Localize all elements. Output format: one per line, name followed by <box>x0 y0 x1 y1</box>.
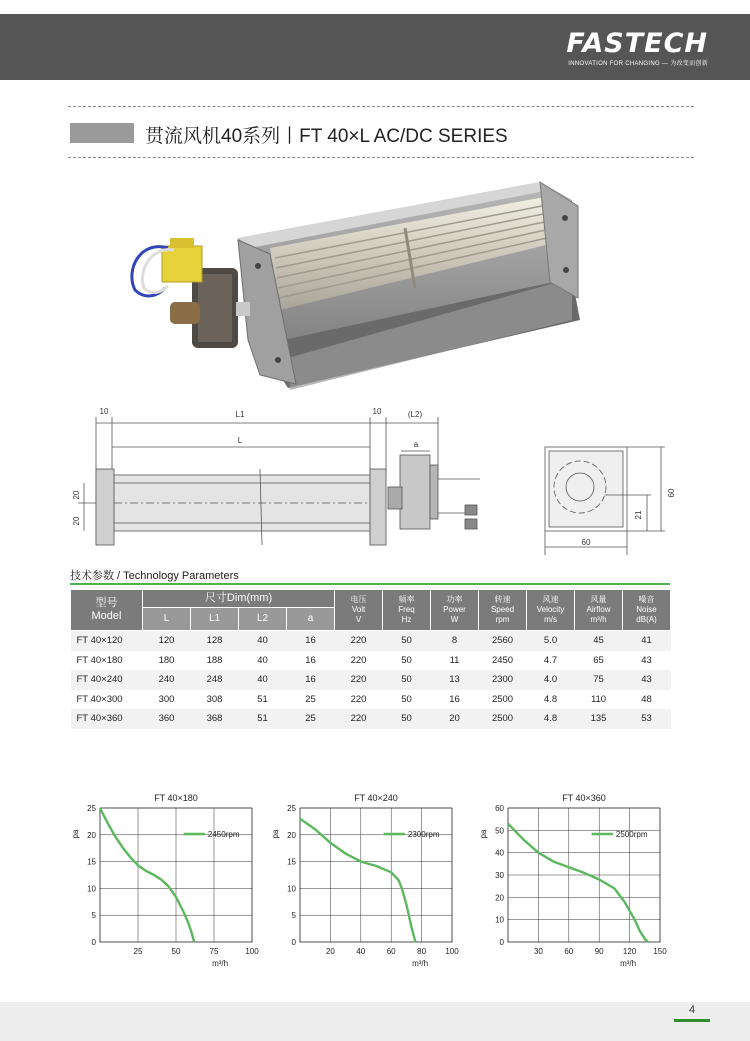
table-row <box>71 651 671 671</box>
x-axis-label: m³/h <box>412 959 429 968</box>
th-speed: 转速 Speed rpm <box>479 590 527 631</box>
table-cell-model: FT 40×240 <box>71 670 143 690</box>
table-cell: 50 <box>401 654 412 666</box>
table-cell: 4.0 <box>527 670 575 690</box>
table-cell: 4.8 <box>543 693 558 705</box>
y-tick-label: 0 <box>291 938 296 947</box>
x-tick-label: 20 <box>325 947 335 956</box>
table-cell: 188 <box>206 654 223 666</box>
table-cell: 25 <box>305 693 316 705</box>
table-cell: 220 <box>335 670 383 690</box>
series-line <box>508 824 648 942</box>
x-tick-label: 60 <box>386 947 396 956</box>
dim-L2: (L2) <box>407 410 423 419</box>
table-cell: 220 <box>350 693 367 705</box>
series-line <box>300 819 416 942</box>
table-cell: 220 <box>335 631 383 651</box>
chart-title: FT 40×360 <box>562 793 606 803</box>
y-tick-label: 10 <box>87 884 96 894</box>
table-cell: 2450 <box>491 654 514 666</box>
table-cell: 180 <box>158 654 175 666</box>
chart-ft40x180 <box>70 790 265 975</box>
y-tick-label: 60 <box>495 804 504 813</box>
table-cell: 240 <box>143 670 191 690</box>
dim-L1: L1 <box>235 410 245 419</box>
page-number-underline <box>674 1019 710 1022</box>
y-tick-label: 15 <box>87 857 96 867</box>
x-tick-label: 90 <box>594 947 604 956</box>
dim-side-60w: 60 <box>581 538 591 547</box>
table-cell: 16 <box>287 631 335 651</box>
x-tick-label: 50 <box>171 947 181 956</box>
table-cell: 2560 <box>479 631 527 651</box>
x-axis-label: m³/h <box>212 959 229 968</box>
table-cell: 25 <box>287 709 335 729</box>
x-tick-label: 120 <box>622 947 637 956</box>
table-cell: 2500 <box>479 709 527 729</box>
table-cell: 128 <box>191 631 239 651</box>
table-cell: 220 <box>350 654 367 666</box>
y-axis-label: pa <box>479 829 488 839</box>
y-tick-label: 15 <box>287 857 296 867</box>
table-cell: 135 <box>575 709 623 729</box>
dim-left-10: 10 <box>99 407 109 416</box>
table-cell: 308 <box>206 693 223 705</box>
table-cell: 48 <box>641 693 652 705</box>
table-cell: 43 <box>623 670 671 690</box>
y-tick-label: 20 <box>87 830 96 840</box>
y-tick-label: 5 <box>291 911 296 921</box>
x-tick-label: 60 <box>564 947 574 956</box>
table-cell-model: FT 40×120 <box>71 631 143 651</box>
th-L: L <box>143 608 191 631</box>
x-tick-label: 100 <box>445 947 459 956</box>
table-cell: 53 <box>623 709 671 729</box>
table-cell: 65 <box>593 654 604 666</box>
technical-drawing-front <box>70 405 510 555</box>
dim-h20-bottom: 20 <box>72 516 81 526</box>
table-cell: 20 <box>431 709 479 729</box>
table-cell: 300 <box>158 693 175 705</box>
chart-ft40x240 <box>270 790 465 975</box>
footer-bar <box>0 1002 750 1041</box>
table-cell: 4.8 <box>527 709 575 729</box>
y-tick-label: 30 <box>495 871 504 880</box>
params-label: 技术参数 / Technology Parameters <box>70 570 239 582</box>
table-cell: 43 <box>641 654 652 666</box>
table-cell-model: FT 40×180 <box>76 654 123 666</box>
y-tick-label: 20 <box>287 830 296 840</box>
table-cell: 50 <box>383 670 431 690</box>
table-cell-model: FT 40×300 <box>76 693 123 705</box>
table-cell: 41 <box>623 631 671 651</box>
table-cell: 16 <box>305 654 316 666</box>
th-a: a <box>287 608 335 631</box>
th-velocity: 风速 Velocity m/s <box>527 590 575 631</box>
table-row <box>71 690 671 710</box>
dim-side-60h: 60 <box>667 488 676 498</box>
x-axis-label: m³/h <box>620 959 637 968</box>
th-dim: 尺寸Dim(mm) <box>143 590 335 608</box>
y-tick-label: 50 <box>495 826 504 836</box>
plot-frame <box>300 808 452 942</box>
table-cell: 45 <box>575 631 623 651</box>
page-number: 4 <box>688 1004 696 1016</box>
th-L1: L1 <box>191 608 239 631</box>
x-tick-label: 40 <box>356 947 366 956</box>
table-cell: 360 <box>143 709 191 729</box>
table-cell: 110 <box>590 693 607 705</box>
y-axis-label: pa <box>71 829 80 839</box>
table-cell: 50 <box>383 709 431 729</box>
th-noise: 噪音 Noise dB(A) <box>623 590 671 631</box>
y-tick-label: 5 <box>91 911 96 921</box>
chart-title: FT 40×240 <box>354 793 398 803</box>
table-cell: 4.7 <box>543 654 558 666</box>
table-cell: 40 <box>239 631 287 651</box>
chart-title: FT 40×180 <box>154 793 198 803</box>
th-volt: 电压 Volt V <box>335 590 383 631</box>
y-tick-label: 0 <box>91 938 96 947</box>
table-cell: 16 <box>287 670 335 690</box>
table-cell: 120 <box>143 631 191 651</box>
th-power: 功率 Power W <box>431 590 479 631</box>
legend-label: 2500rpm <box>615 830 648 839</box>
y-tick-label: 10 <box>287 884 296 894</box>
table-row <box>71 670 671 690</box>
table-cell: 75 <box>575 670 623 690</box>
th-freq: 频率 Freq Hz <box>383 590 431 631</box>
table-cell: 11 <box>449 654 460 666</box>
y-tick-label: 10 <box>495 915 504 925</box>
page-title: 贯流风机40系列丨FT 40×L AC/DC SERIES <box>145 126 508 147</box>
table-row <box>71 709 671 729</box>
technical-drawing-side <box>535 435 685 555</box>
title-divider-top <box>68 106 694 107</box>
dim-L: L <box>237 436 243 445</box>
table-cell: 5.0 <box>527 631 575 651</box>
brand-slogan: INNOVATION FOR CHANGING — 为改变而创新 <box>568 61 708 67</box>
table-cell: 220 <box>335 709 383 729</box>
dim-right-10: 10 <box>372 407 382 416</box>
table-cell: 40 <box>239 670 287 690</box>
dim-h20-top: 20 <box>72 490 81 500</box>
th-L2: L2 <box>239 608 287 631</box>
x-tick-label: 80 <box>417 947 427 956</box>
table-cell: 50 <box>383 631 431 651</box>
header-bar <box>0 14 750 80</box>
x-tick-label: 100 <box>245 947 259 956</box>
dim-a: a <box>413 440 419 449</box>
table-cell: 13 <box>431 670 479 690</box>
table-cell-model: FT 40×360 <box>71 709 143 729</box>
x-tick-label: 30 <box>533 947 543 956</box>
table-row <box>71 631 671 651</box>
x-tick-label: 75 <box>209 947 219 956</box>
legend-label: 2300rpm <box>407 830 440 839</box>
product-photo <box>110 170 610 405</box>
table-cell: 8 <box>431 631 479 651</box>
table-cell: 2300 <box>479 670 527 690</box>
y-tick-label: 25 <box>287 804 296 813</box>
x-tick-label: 150 <box>653 947 667 956</box>
table-cell: 368 <box>191 709 239 729</box>
th-model: 型号 Model <box>71 590 143 631</box>
brand-logo: FASTECH <box>566 28 708 59</box>
y-tick-label: 25 <box>87 804 96 813</box>
y-axis-label: pa <box>271 829 280 839</box>
y-tick-label: 20 <box>495 893 504 903</box>
table-cell: 2500 <box>491 693 514 705</box>
series-line <box>100 808 194 942</box>
y-tick-label: 0 <box>499 938 504 947</box>
chart-ft40x360 <box>478 790 678 975</box>
y-tick-label: 40 <box>495 848 504 858</box>
dim-side-21: 21 <box>634 510 643 520</box>
legend-label: 2450rpm <box>207 830 240 839</box>
table-cell: 40 <box>257 654 268 666</box>
table-cell: 51 <box>239 709 287 729</box>
params-divider <box>70 583 670 585</box>
title-marker <box>70 123 134 143</box>
table-cell: 51 <box>257 693 268 705</box>
table-cell: 248 <box>191 670 239 690</box>
spec-table <box>70 589 671 729</box>
x-tick-label: 25 <box>133 947 143 956</box>
table-cell: 50 <box>401 693 412 705</box>
table-cell: 16 <box>449 693 460 705</box>
th-airflow: 风量 Airflow m³/h <box>575 590 623 631</box>
title-divider-bottom <box>68 157 694 158</box>
